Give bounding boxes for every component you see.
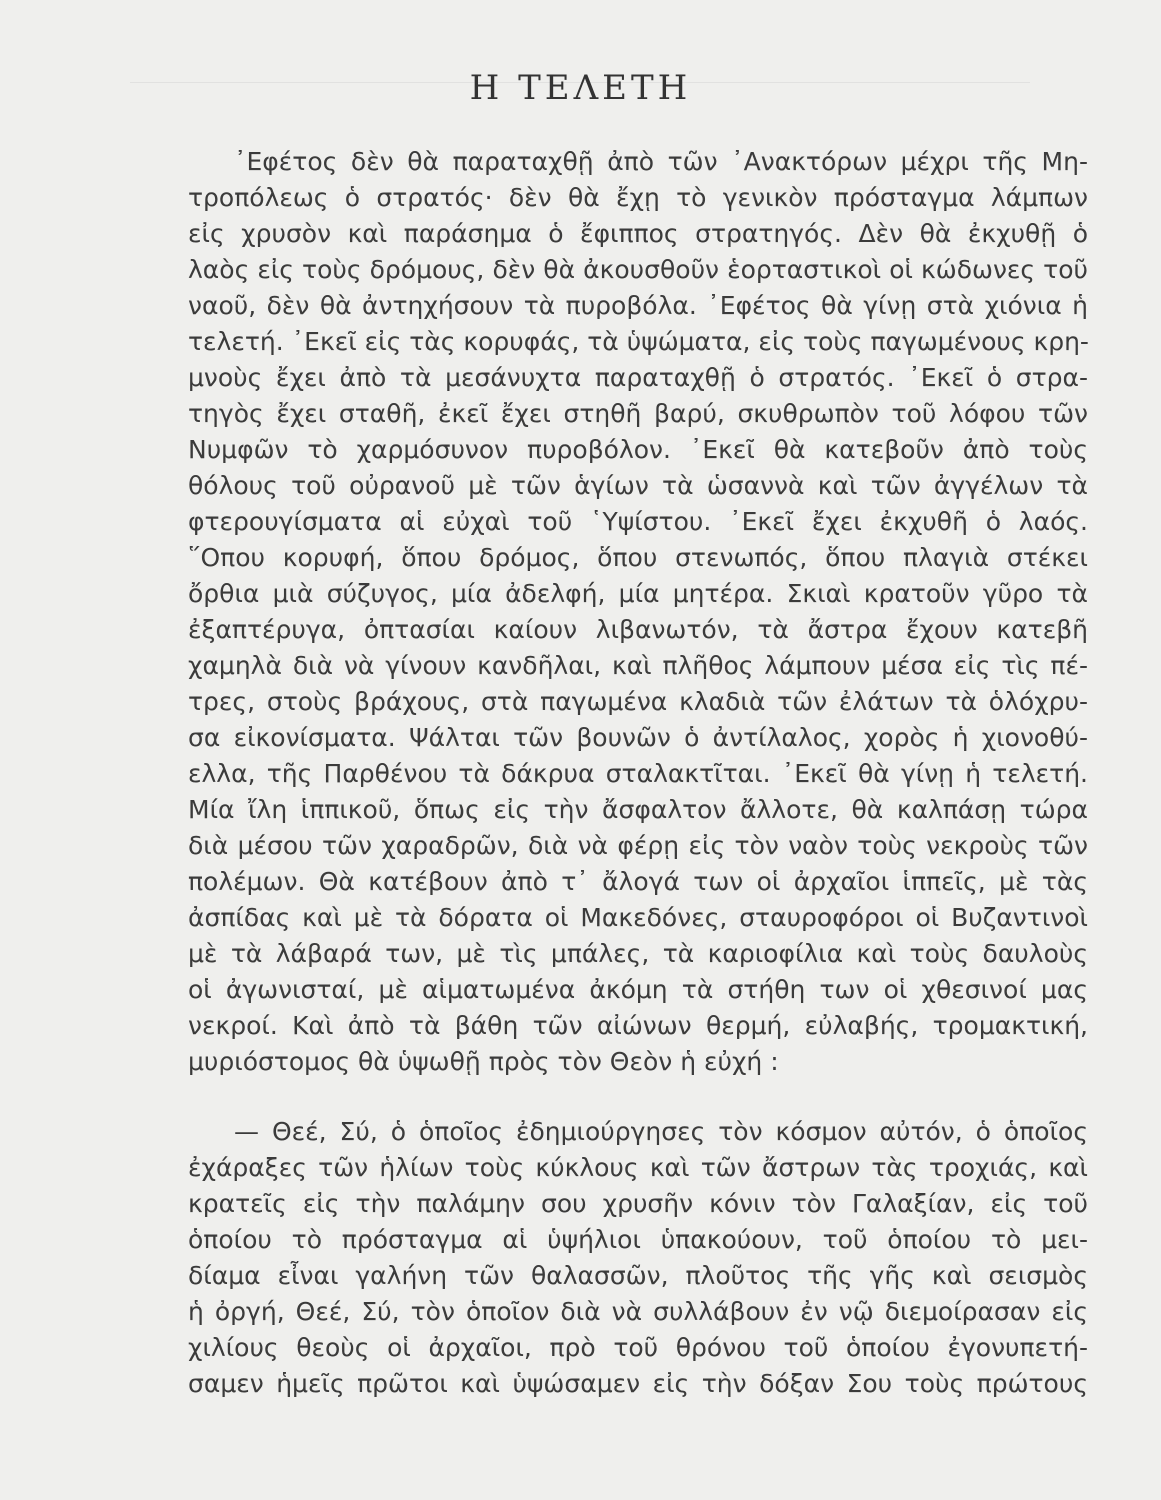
paragraph-2 (188, 1114, 1088, 1402)
text-line: ναοῦ, δὲν θὰ ἀντηχήσουν τὰ πυροβόλα. ᾿Εφέτος θὰ γίνῃ στὰ χιόνια ἡ (188, 291, 1088, 320)
text-line: — Θεέ, Σύ, ὁ ὁποῖος ἐδημιούργησες τὸν κόσμον αὐτόν, ὁ ὁποῖος (234, 1117, 1088, 1146)
text-line: νεκροί. Καὶ ἀπὸ τὰ βάθη τῶν αἰώνων θερμή, εὐλαβής, τρομακτική, (188, 1011, 1088, 1040)
paragraph-1 (188, 144, 1088, 1080)
text-line: ἐξαπτέρυγα, ὀπτασίαι καίουν λιβανωτόν, τὰ ἄστρα ἔχουν κατεβῆ (188, 615, 1088, 644)
text-line: ἐχάραξες τῶν ἡλίων τοὺς κύκλους καὶ τῶν ἄστρων τὰς τροχιάς, καὶ (188, 1153, 1088, 1182)
text-line: μυριόστομος θὰ ὑψωθῇ πρὸς τὸν Θεὸν ἡ εὐχή : (188, 1047, 779, 1076)
text-line: θόλους τοῦ οὐρανοῦ μὲ τῶν ἁγίων τὰ ὡσαννὰ καὶ τῶν ἀγγέλων τὰ (188, 471, 1088, 500)
text-line: ὄρθια μιὰ σύζυγος, μία ἀδελφή, μία μητέρα. Σκιαὶ κρατοῦν γῦρο τὰ (188, 579, 1088, 608)
page-title: Η ΤΕΛΕΤΗ (469, 68, 692, 108)
text-line: λαὸς εἰς τοὺς δρόμους, δὲν θὰ ἀκουσθοῦν ἑορταστικοὶ οἱ κώδωνες τοῦ (188, 255, 1088, 284)
text-line: οἱ ἀγωνισταί, μὲ αἱματωμένα ἀκόμη τὰ στήθη των οἱ χθεσινοί μας (188, 975, 1088, 1004)
text-line: σα εἰκονίσματα. Ψάλται τῶν βουνῶν ὁ ἀντίλαλος, χορὸς ἡ χιονοθύ- (188, 723, 1088, 752)
text-line: ἀσπίδας καὶ μὲ τὰ δόρατα οἱ Μακεδόνες, σταυροφόροι οἱ Βυζαντινοὶ (188, 903, 1088, 932)
text-line: τρες, στοὺς βράχους, στὰ παγωμένα κλαδιὰ τῶν ἐλάτων τὰ ὁλόχρυ- (188, 687, 1088, 716)
text-line: μνοὺς ἔχει ἀπὸ τὰ μεσάνυχτα παραταχθῇ ὁ στρατός. ᾿Εκεῖ ὁ στρα- (188, 363, 1088, 392)
text-line: δίαμα εἶναι γαλήνη τῶν θαλασσῶν, πλοῦτος τῆς γῆς καὶ σεισμὸς (188, 1261, 1088, 1290)
text-line: πολέμων. Θὰ κατέβουν ἀπὸ τ᾿ ἄλογά των οἱ ἀρχαῖοι ἱππεῖς, μὲ τὰς (188, 867, 1088, 896)
text-line: Νυμφῶν τὸ χαρμόσυνον πυροβόλον. ᾿Εκεῖ θὰ κατεβοῦν ἀπὸ τοὺς (188, 435, 1088, 464)
text-line: ῞Οπου κορυφή, ὅπου δρόμος, ὅπου στενωπός, ὅπου πλαγιὰ στέκει (188, 543, 1088, 572)
text-line: ὁποίου τὸ πρόσταγμα αἱ ὑψήλιοι ὑπακούουν, τοῦ ὁποίου τὸ μει- (188, 1225, 1088, 1254)
text-line: μὲ τὰ λάβαρά των, μὲ τὶς μπάλες, τὰ καριοφίλια καὶ τοὺς δαυλοὺς (188, 939, 1088, 968)
text-line: ελλα, τῆς Παρθένου τὰ δάκρυα σταλακτῖται. ᾿Εκεῖ θὰ γίνῃ ἡ τελετή. (188, 759, 1088, 788)
text-line: φτερουγίσματα αἱ εὐχαὶ τοῦ ῾Υψίστου. ᾿Εκεῖ ἔχει ἐκχυθῆ ὁ λαός. (188, 507, 1088, 536)
paragraph-gap (188, 1080, 1088, 1114)
text-line: ᾿Εφέτος δὲν θὰ παραταχθῇ ἀπὸ τῶν ᾿Ανακτόρων μέχρι τῆς Μη- (234, 147, 1088, 176)
text-line: διὰ μέσου τῶν χαραδρῶν, διὰ νὰ φέρῃ εἰς τὸν ναὸν τοὺς νεκροὺς τῶν (188, 831, 1088, 860)
text-line: τηγὸς ἔχει σταθῆ, ἐκεῖ ἔχει στηθῆ βαρύ, σκυθρωπὸν τοῦ λόφου τῶν (188, 399, 1088, 428)
text-line: Μία ἴλη ἱππικοῦ, ὅπως εἰς τὴν ἄσφαλτον ἄλλοτε, θὰ καλπάσῃ τώρα (188, 795, 1088, 824)
text-line: κρατεῖς εἰς τὴν παλάμην σου χρυσῆν κόνιν τὸν Γαλαξίαν, εἰς τοῦ (188, 1189, 1088, 1218)
text-line: χιλίους θεοὺς οἱ ἀρχαῖοι, πρὸ τοῦ θρόνου τοῦ ὁποίου ἐγονυπετή- (188, 1333, 1088, 1362)
text-line: σαμεν ἡμεῖς πρῶτοι καὶ ὑψώσαμεν εἰς τὴν δόξαν Σου τοὺς πρώτους (188, 1369, 1088, 1398)
text-line: εἰς χρυσὸν καὶ παράσημα ὁ ἔφιππος στρατηγός. Δὲν θὰ ἐκχυθῇ ὁ (188, 219, 1088, 248)
text-line: χαμηλὰ διὰ νὰ γίνουν κανδῆλαι, καὶ πλῆθος λάμπουν μέσα εἰς τὶς πέ- (188, 651, 1088, 680)
text-line: τελετή. ᾿Εκεῖ εἰς τὰς κορυφάς, τὰ ὑψώματα, εἰς τοὺς παγωμένους κρη- (188, 327, 1089, 356)
text-line: ἡ ὀργή, Θεέ, Σύ, τὸν ὁποῖον διὰ νὰ συλλάβουν ἐν νῷ διεμοίρασαν εἰς (188, 1297, 1088, 1326)
body-text (188, 144, 1088, 1402)
text-line: τροπόλεως ὁ στρατός· δὲν θὰ ἔχῃ τὸ γενικὸν πρόσταγμα λάμπων (188, 183, 1088, 212)
